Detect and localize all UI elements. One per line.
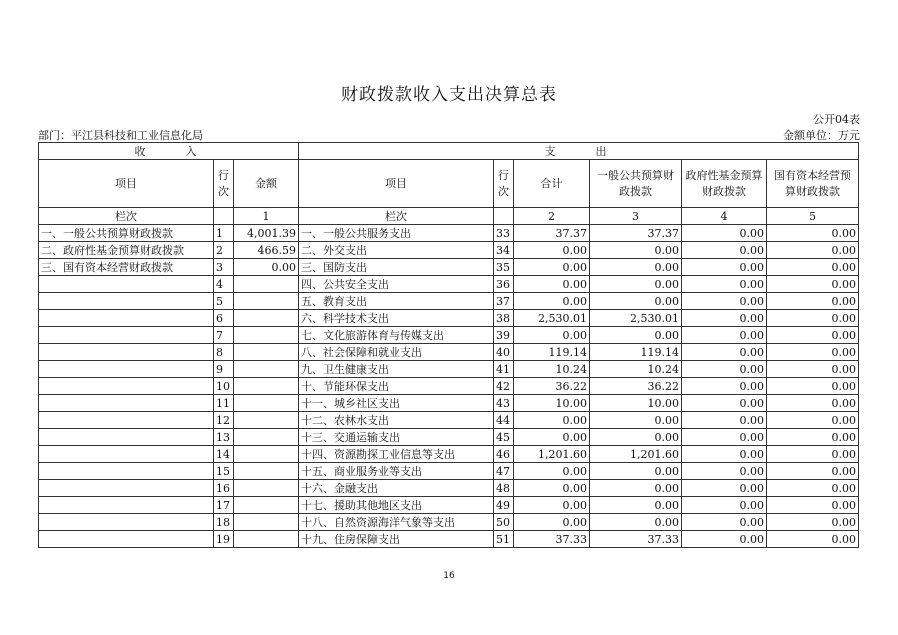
general-budget-cell: 10.00 xyxy=(590,395,682,412)
table-row xyxy=(39,412,859,429)
fund-budget-cell: 0.00 xyxy=(682,463,767,480)
state-capital-cell: 0.00 xyxy=(767,225,859,242)
state-index-cell: 5 xyxy=(767,208,859,225)
income-row-header: 行 次 xyxy=(214,160,234,208)
income-item-cell xyxy=(39,463,214,480)
general-budget-cell: 0.00 xyxy=(590,276,682,293)
state-capital-cell: 0.00 xyxy=(767,327,859,344)
fund-budget-cell: 0.00 xyxy=(682,497,767,514)
expense-row-number-cell: 39 xyxy=(494,327,514,344)
expense-row-number-cell: 51 xyxy=(494,531,514,548)
state-capital-cell: 0.00 xyxy=(767,276,859,293)
income-amount-cell: 466.59 xyxy=(234,242,299,259)
expense-row-header: 行 次 xyxy=(494,160,514,208)
fund-budget-cell: 0.00 xyxy=(682,480,767,497)
income-amount-cell xyxy=(234,361,299,378)
income-row-number-cell: 5 xyxy=(214,293,234,310)
income-item-cell xyxy=(39,514,214,531)
table-row xyxy=(39,276,859,293)
income-row-number-cell: 15 xyxy=(214,463,234,480)
total-cell: 0.00 xyxy=(514,412,590,429)
fund-budget-cell: 0.00 xyxy=(682,429,767,446)
table-row xyxy=(39,497,859,514)
income-amount-cell: 0.00 xyxy=(234,259,299,276)
income-amount-cell xyxy=(234,412,299,429)
total-cell: 0.00 xyxy=(514,276,590,293)
expense-row-number-cell: 42 xyxy=(494,378,514,395)
state-capital-cell: 0.00 xyxy=(767,361,859,378)
income-amount-cell xyxy=(234,344,299,361)
general-budget-cell: 37.37 xyxy=(590,225,682,242)
total-cell: 0.00 xyxy=(514,293,590,310)
income-item-cell xyxy=(39,412,214,429)
fund-budget-cell: 0.00 xyxy=(682,242,767,259)
total-cell: 0.00 xyxy=(514,327,590,344)
income-amount-cell xyxy=(234,395,299,412)
total-cell: 0.00 xyxy=(514,259,590,276)
table-row xyxy=(39,514,859,531)
expense-row-number-cell: 48 xyxy=(494,480,514,497)
income-item-cell: 三、国有资本经营财政拨款 xyxy=(39,259,214,276)
income-amount-cell xyxy=(234,514,299,531)
income-item-header: 项目 xyxy=(39,160,214,208)
general-budget-cell: 0.00 xyxy=(590,497,682,514)
fund-budget-cell: 0.00 xyxy=(682,514,767,531)
state-capital-cell: 0.00 xyxy=(767,293,859,310)
table-row xyxy=(39,344,859,361)
fund-budget-cell: 0.00 xyxy=(682,327,767,344)
expense-row-number-cell: 35 xyxy=(494,259,514,276)
state-capital-cell: 0.00 xyxy=(767,514,859,531)
expense-item-cell: 十三、交通运输支出 xyxy=(299,429,494,446)
total-cell: 37.33 xyxy=(514,531,590,548)
general-budget-cell: 37.33 xyxy=(590,531,682,548)
expense-row-number-cell: 50 xyxy=(494,514,514,531)
income-blank-cell xyxy=(214,208,234,225)
expense-item-cell: 十二、农林水支出 xyxy=(299,412,494,429)
expense-item-cell: 十七、援助其他地区支出 xyxy=(299,497,494,514)
expense-row-number-cell: 36 xyxy=(494,276,514,293)
income-item-cell xyxy=(39,497,214,514)
page-title: 财政拨款收入支出决算总表 xyxy=(341,85,557,105)
total-cell: 0.00 xyxy=(514,480,590,497)
table-row xyxy=(39,327,859,344)
income-item-cell xyxy=(39,361,214,378)
state-capital-cell: 0.00 xyxy=(767,480,859,497)
fund-budget-cell: 0.00 xyxy=(682,395,767,412)
table-row xyxy=(39,480,859,497)
expense-item-cell: 五、教育支出 xyxy=(299,293,494,310)
income-item-cell xyxy=(39,395,214,412)
general-budget-cell: 0.00 xyxy=(590,259,682,276)
general-budget-cell: 1,201.60 xyxy=(590,446,682,463)
income-row-number-cell: 6 xyxy=(214,310,234,327)
expense-item-header: 项目 xyxy=(299,160,494,208)
income-amount-cell xyxy=(234,497,299,514)
income-row-number-cell: 3 xyxy=(214,259,234,276)
fund-budget-cell: 0.00 xyxy=(682,225,767,242)
page-number: 16 xyxy=(443,571,455,581)
expense-row-number-cell: 38 xyxy=(494,310,514,327)
income-row-number-cell: 1 xyxy=(214,225,234,242)
income-item-cell xyxy=(39,293,214,310)
table-row xyxy=(39,259,859,276)
income-row-number-cell: 19 xyxy=(214,531,234,548)
income-row-number-cell: 7 xyxy=(214,327,234,344)
income-item-cell xyxy=(39,446,214,463)
income-row-number-cell: 2 xyxy=(214,242,234,259)
general-budget-cell: 0.00 xyxy=(590,463,682,480)
income-row-number-cell: 17 xyxy=(214,497,234,514)
total-cell: 37.37 xyxy=(514,225,590,242)
table-row xyxy=(39,378,859,395)
total-cell: 0.00 xyxy=(514,429,590,446)
expense-item-cell: 三、国防支出 xyxy=(299,259,494,276)
general-budget-cell: 0.00 xyxy=(590,480,682,497)
fund-budget-cell: 0.00 xyxy=(682,293,767,310)
expense-item-cell: 二、外交支出 xyxy=(299,242,494,259)
income-group-header: 收 入 xyxy=(39,143,299,160)
expense-item-cell: 九、卫生健康支出 xyxy=(299,361,494,378)
fund-budget-cell: 0.00 xyxy=(682,361,767,378)
expense-row-number-cell: 46 xyxy=(494,446,514,463)
total-cell: 10.00 xyxy=(514,395,590,412)
general-budget-cell: 10.24 xyxy=(590,361,682,378)
income-amount-cell xyxy=(234,446,299,463)
income-row-number-cell: 13 xyxy=(214,429,234,446)
form-number: 公开04表 xyxy=(813,113,860,126)
income-label-cell: 栏次 xyxy=(39,208,214,225)
general-budget-cell: 0.00 xyxy=(590,293,682,310)
table-row xyxy=(39,395,859,412)
fund-budget-cell: 0.00 xyxy=(682,259,767,276)
income-row-number-cell: 8 xyxy=(214,344,234,361)
income-row-number-cell: 4 xyxy=(214,276,234,293)
general-index-cell: 3 xyxy=(590,208,682,225)
income-item-cell: 二、政府性基金预算财政拨款 xyxy=(39,242,214,259)
income-item-cell xyxy=(39,531,214,548)
expense-row-number-cell: 33 xyxy=(494,225,514,242)
fund-budget-cell: 0.00 xyxy=(682,446,767,463)
state-capital-cell: 0.00 xyxy=(767,497,859,514)
expense-item-cell: 八、社会保障和就业支出 xyxy=(299,344,494,361)
total-cell: 0.00 xyxy=(514,497,590,514)
state-capital-header: 国有资本经营预算财政拨款 xyxy=(767,160,859,208)
table-row xyxy=(39,429,859,446)
header-group-row xyxy=(39,143,859,160)
expense-row-number-cell: 44 xyxy=(494,412,514,429)
income-amount-cell xyxy=(234,310,299,327)
table-row xyxy=(39,225,859,242)
unit-label: 金额单位：万元 xyxy=(783,129,860,142)
income-item-cell xyxy=(39,344,214,361)
state-capital-cell: 0.00 xyxy=(767,531,859,548)
state-capital-cell: 0.00 xyxy=(767,412,859,429)
expense-blank-cell xyxy=(494,208,514,225)
budget-table xyxy=(38,142,859,548)
expense-item-cell: 十八、自然资源海洋气象等支出 xyxy=(299,514,494,531)
expense-row-number-cell: 34 xyxy=(494,242,514,259)
income-amount-cell xyxy=(234,463,299,480)
income-amount-cell xyxy=(234,378,299,395)
state-capital-cell: 0.00 xyxy=(767,378,859,395)
expense-item-cell: 七、文化旅游体育与传媒支出 xyxy=(299,327,494,344)
general-budget-cell: 0.00 xyxy=(590,412,682,429)
total-index-cell: 2 xyxy=(514,208,590,225)
general-budget-cell: 0.00 xyxy=(590,429,682,446)
total-cell: 0.00 xyxy=(514,514,590,531)
income-amount-cell xyxy=(234,327,299,344)
expense-item-cell: 十四、资源勘探工业信息等支出 xyxy=(299,446,494,463)
expense-item-cell: 四、公共安全支出 xyxy=(299,276,494,293)
general-budget-cell: 119.14 xyxy=(590,344,682,361)
total-cell: 0.00 xyxy=(514,463,590,480)
income-item-cell xyxy=(39,276,214,293)
state-capital-cell: 0.00 xyxy=(767,395,859,412)
expense-item-cell: 一、一般公共服务支出 xyxy=(299,225,494,242)
general-budget-cell: 0.00 xyxy=(590,242,682,259)
state-capital-cell: 0.00 xyxy=(767,463,859,480)
total-cell: 119.14 xyxy=(514,344,590,361)
total-cell: 2,530.01 xyxy=(514,310,590,327)
income-row-number-cell: 18 xyxy=(214,514,234,531)
income-item-cell xyxy=(39,327,214,344)
expense-row-number-cell: 40 xyxy=(494,344,514,361)
expense-row-number-cell: 41 xyxy=(494,361,514,378)
expense-item-cell: 十九、住房保障支出 xyxy=(299,531,494,548)
table-row xyxy=(39,446,859,463)
expense-row-number-cell: 43 xyxy=(494,395,514,412)
total-cell: 1,201.60 xyxy=(514,446,590,463)
income-index-cell: 1 xyxy=(234,208,299,225)
income-amount-cell: 4,001.39 xyxy=(234,225,299,242)
income-item-cell xyxy=(39,480,214,497)
expense-row-number-cell: 37 xyxy=(494,293,514,310)
header-column-row xyxy=(39,160,859,208)
income-item-cell xyxy=(39,378,214,395)
expense-item-cell: 十、节能环保支出 xyxy=(299,378,494,395)
general-budget-header: 一般公共预算财政拨款 xyxy=(590,160,682,208)
total-cell: 0.00 xyxy=(514,242,590,259)
fund-budget-cell: 0.00 xyxy=(682,531,767,548)
table-row xyxy=(39,463,859,480)
income-amount-cell xyxy=(234,276,299,293)
fund-index-cell: 4 xyxy=(682,208,767,225)
state-capital-cell: 0.00 xyxy=(767,310,859,327)
expense-row-number-cell: 45 xyxy=(494,429,514,446)
income-amount-header: 金额 xyxy=(234,160,299,208)
income-row-number-cell: 10 xyxy=(214,378,234,395)
income-row-number-cell: 16 xyxy=(214,480,234,497)
fund-budget-cell: 0.00 xyxy=(682,344,767,361)
total-header: 合计 xyxy=(514,160,590,208)
total-cell: 36.22 xyxy=(514,378,590,395)
state-capital-cell: 0.00 xyxy=(767,344,859,361)
total-cell: 10.24 xyxy=(514,361,590,378)
expense-item-cell: 六、科学技术支出 xyxy=(299,310,494,327)
general-budget-cell: 2,530.01 xyxy=(590,310,682,327)
income-row-number-cell: 9 xyxy=(214,361,234,378)
expense-row-number-cell: 47 xyxy=(494,463,514,480)
income-amount-cell xyxy=(234,293,299,310)
fund-budget-cell: 0.00 xyxy=(682,378,767,395)
fund-budget-cell: 0.00 xyxy=(682,310,767,327)
fund-budget-header: 政府性基金预算财政拨款 xyxy=(682,160,767,208)
state-capital-cell: 0.00 xyxy=(767,242,859,259)
fund-budget-cell: 0.00 xyxy=(682,412,767,429)
expense-item-cell: 十一、城乡社区支出 xyxy=(299,395,494,412)
income-item-cell: 一、一般公共预算财政拨款 xyxy=(39,225,214,242)
income-item-cell xyxy=(39,310,214,327)
expense-label-cell: 栏次 xyxy=(299,208,494,225)
expense-row-number-cell: 49 xyxy=(494,497,514,514)
income-row-number-cell: 12 xyxy=(214,412,234,429)
income-row-number-cell: 14 xyxy=(214,446,234,463)
state-capital-cell: 0.00 xyxy=(767,429,859,446)
expense-group-header: 支 出 xyxy=(299,143,859,160)
general-budget-cell: 36.22 xyxy=(590,378,682,395)
department-label: 部门：平江县科技和工业信息化局 xyxy=(38,129,203,142)
header-index-row xyxy=(39,208,859,225)
general-budget-cell: 0.00 xyxy=(590,514,682,531)
state-capital-cell: 0.00 xyxy=(767,446,859,463)
table-row xyxy=(39,293,859,310)
expense-item-cell: 十五、商业服务业等支出 xyxy=(299,463,494,480)
state-capital-cell: 0.00 xyxy=(767,259,859,276)
income-amount-cell xyxy=(234,429,299,446)
income-row-number-cell: 11 xyxy=(214,395,234,412)
table-row xyxy=(39,242,859,259)
general-budget-cell: 0.00 xyxy=(590,327,682,344)
expense-item-cell: 十六、金融支出 xyxy=(299,480,494,497)
income-item-cell xyxy=(39,429,214,446)
fund-budget-cell: 0.00 xyxy=(682,276,767,293)
table-row xyxy=(39,310,859,327)
income-amount-cell xyxy=(234,531,299,548)
table-row xyxy=(39,361,859,378)
income-amount-cell xyxy=(234,480,299,497)
table-row xyxy=(39,531,859,548)
